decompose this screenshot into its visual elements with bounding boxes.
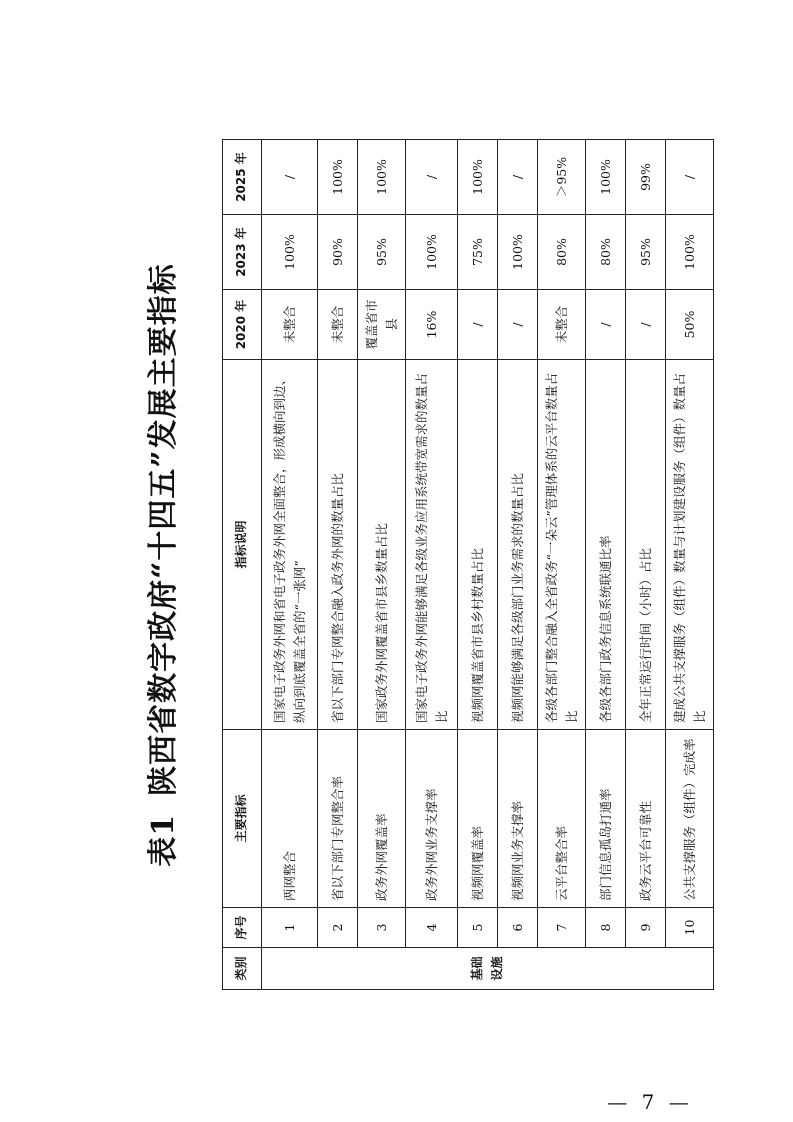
description-cell: 视频网能够满足各级部门业务需求的数量占比 [498, 360, 538, 730]
value-2025-cell: 100% [586, 140, 626, 215]
table-row [318, 140, 358, 990]
indicator-cell: 两网整合 [262, 730, 318, 908]
value-2020-cell: / [586, 290, 626, 360]
seq-cell: 8 [586, 908, 626, 948]
value-2023-cell: 80% [586, 215, 626, 290]
description-cell: 国家电子政务外网能够满足各级业务应用系统带宽需求的数量占比 [406, 360, 458, 730]
table-row [666, 140, 714, 990]
table-row [538, 140, 586, 990]
description-cell: 全年正常运行时间（小时）占比 [626, 360, 666, 730]
seq-cell: 7 [538, 908, 586, 948]
table-row [626, 140, 666, 990]
description-cell: 视频网覆盖省市县乡村数量占比 [458, 360, 498, 730]
value-2025-cell: / [666, 140, 714, 215]
table-row [586, 140, 626, 990]
indicator-cell: 视频网业务支撑率 [498, 730, 538, 908]
value-2020-cell: 未整合 [262, 290, 318, 360]
rotated-page [134, 140, 707, 990]
description-cell: 国家政务外网覆盖省市县乡数量占比 [358, 360, 406, 730]
value-2025-cell: 99% [626, 140, 666, 215]
indicator-cell: 部门信息孤岛打通率 [586, 730, 626, 908]
seq-cell: 5 [458, 908, 498, 948]
value-2020-cell: / [458, 290, 498, 360]
description-cell: 国家电子政务外网和省电子政务外网全面整合，形成横向到边、纵向到底覆盖全省的“一张网” [262, 360, 318, 730]
description-cell: 各级各部门政务信息系统联通比率 [586, 360, 626, 730]
indicator-cell: 政务外网覆盖率 [358, 730, 406, 908]
value-2025-cell: ＞95% [538, 140, 586, 215]
value-2023-cell: 75% [458, 215, 498, 290]
table-row [358, 140, 406, 990]
value-2025-cell: 100% [458, 140, 498, 215]
seq-cell: 4 [406, 908, 458, 948]
indicator-cell: 视频网覆盖率 [458, 730, 498, 908]
indicator-cell: 政务云平台可靠性 [626, 730, 666, 908]
table-title: 陕西省数字政府“十四五”发展主要指标 [146, 263, 181, 796]
value-2023-cell: 95% [358, 215, 406, 290]
seq-cell: 2 [318, 908, 358, 948]
header-seq: 序号 [223, 908, 262, 948]
header-2020: 2020 年 [223, 290, 262, 360]
page-title [134, 140, 194, 990]
value-2023-cell: 100% [666, 215, 714, 290]
value-2025-cell: / [262, 140, 318, 215]
value-2023-cell: 100% [262, 215, 318, 290]
seq-cell: 3 [358, 908, 406, 948]
header-2025: 2025 年 [223, 140, 262, 215]
category-cell: 基础设施 [262, 948, 714, 990]
value-2025-cell: 100% [318, 140, 358, 215]
value-2020-cell: 未整合 [538, 290, 586, 360]
description-cell: 省以下部门专网整合融入政务外网的数量占比 [318, 360, 358, 730]
seq-cell: 9 [626, 908, 666, 948]
indicator-cell: 省以下部门专网整合率 [318, 730, 358, 908]
seq-cell: 1 [262, 908, 318, 948]
header-2023: 2023 年 [223, 215, 262, 290]
value-2020-cell: 16% [406, 290, 458, 360]
header-description: 指标说明 [223, 360, 262, 730]
indicator-table [222, 139, 714, 990]
description-cell: 各级各部门整合融入全省政务“一朵云”管理体系的云平台数量占比 [538, 360, 586, 730]
value-2020-cell: 50% [666, 290, 714, 360]
indicator-cell: 政务外网业务支撑率 [406, 730, 458, 908]
value-2023-cell: 95% [626, 215, 666, 290]
page-number: — 7 — [607, 1090, 693, 1114]
header-indicator: 主要指标 [223, 730, 262, 908]
value-2023-cell: 100% [406, 215, 458, 290]
value-2025-cell: / [498, 140, 538, 215]
indicator-cell: 云平台整合率 [538, 730, 586, 908]
value-2025-cell: 100% [358, 140, 406, 215]
header-category: 类别 [223, 948, 262, 990]
description-cell: 建成公共支撑服务（组件）数量与计划建设服务（组件）数量占比 [666, 360, 714, 730]
table-row [498, 140, 538, 990]
table-row [262, 140, 318, 990]
value-2023-cell: 90% [318, 215, 358, 290]
value-2020-cell: 覆盖省市县 [358, 290, 406, 360]
value-2023-cell: 80% [538, 215, 586, 290]
table-row [458, 140, 498, 990]
seq-cell: 10 [666, 908, 714, 948]
header-row [223, 140, 262, 990]
table-number: 表1 [146, 813, 181, 867]
value-2020-cell: / [498, 290, 538, 360]
table-row [406, 140, 458, 990]
value-2020-cell: / [626, 290, 666, 360]
seq-cell: 6 [498, 908, 538, 948]
table-body [262, 140, 714, 990]
value-2025-cell: / [406, 140, 458, 215]
indicator-cell: 公共支撑服务（组件）完成率 [666, 730, 714, 908]
value-2020-cell: 未整合 [318, 290, 358, 360]
value-2023-cell: 100% [498, 215, 538, 290]
